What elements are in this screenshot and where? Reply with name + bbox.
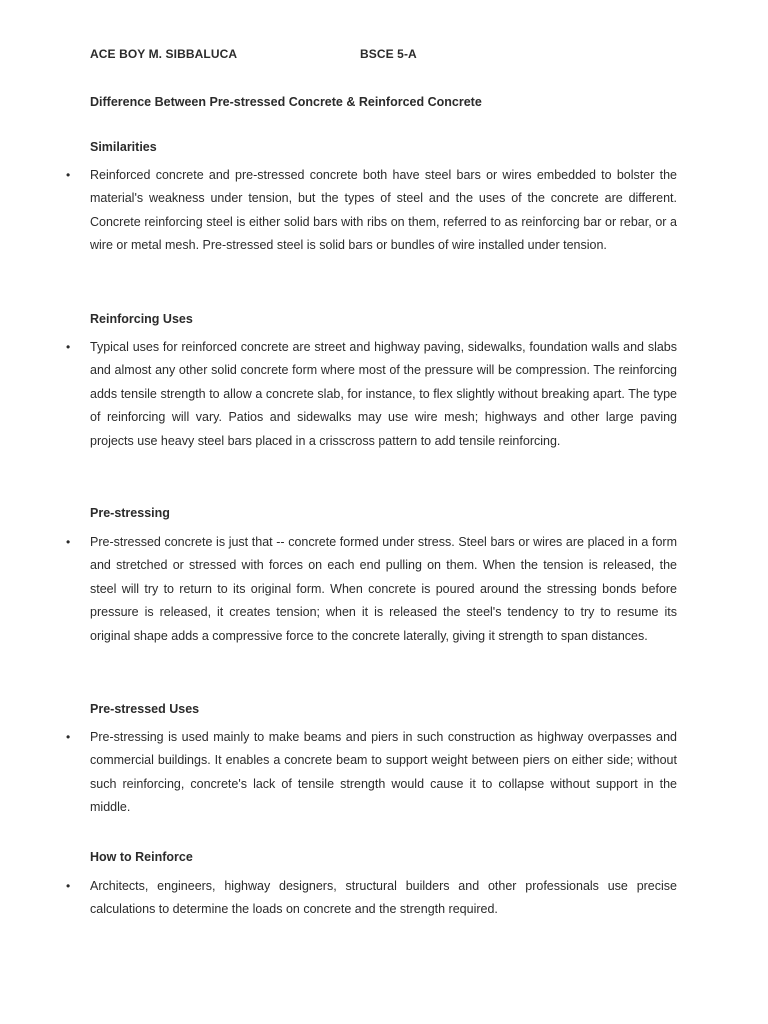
section-heading-pre-stressed-uses: Pre-stressed Uses xyxy=(90,702,200,716)
author-name: ACE BOY M. SIBBALUCA xyxy=(90,47,238,61)
class-section: BSCE 5-A xyxy=(360,47,417,61)
bullet-icon: • xyxy=(66,535,71,549)
bullet-icon: • xyxy=(66,879,71,893)
paragraph-text: Typical uses for reinforced concrete are street and highway paving, sidewalks, foundation walls and slabs and almost any other solid concrete form where most of the pressure will be compression. The reinforcing adds tensile strength to allow a concrete slab, for instance, to flex slightly without breaking apart. The type of reinforcing will vary. Patios and sidewalks may use wire mesh; highways and other large paving projects use heavy steel bars placed in a crisscross pattern to add tensile reinforcing. xyxy=(90,340,677,448)
section-heading-similarities: Similarities xyxy=(90,140,157,154)
bullet-paragraph-reinforcing-uses xyxy=(66,336,677,453)
bullet-paragraph-how-to-reinforce xyxy=(66,875,677,922)
bullet-paragraph-pre-stressed-uses xyxy=(66,726,677,820)
bullet-icon: • xyxy=(66,340,71,354)
bullet-icon: • xyxy=(66,730,71,744)
document-title: Difference Between Pre-stressed Concrete & Reinforced Concrete xyxy=(90,95,482,109)
paragraph-text: Reinforced concrete and pre-stressed concrete both have steel bars or wires embedded to bolster the material's weakness under tension, but the types of steel and the uses of the concrete are different. Concrete reinforcing steel is either solid bars with ribs on them, referred to as reinforcing bar or rebar, or a wire or metal mesh. Pre-stressed steel is solid bars or bundles of wire installed under tension. xyxy=(90,168,677,253)
section-heading-reinforcing-uses: Reinforcing Uses xyxy=(90,312,193,326)
document-header xyxy=(90,47,417,61)
paragraph-text: Pre-stressed concrete is just that -- concrete formed under stress. Steel bars or wires are placed in a form and stretched or stressed with forces on each end pulling on them. When the tension is released, the steel will try to return to its original form. When concrete is poured around the stressing bonds before pressure is released, it creates tension; when it is released the steel's tendency to try to resume its original shape adds a compressive force to the concrete laterally, giving it strength to span distances. xyxy=(90,535,677,643)
bullet-paragraph-similarities xyxy=(66,164,677,258)
section-heading-pre-stressing: Pre-stressing xyxy=(90,506,170,520)
paragraph-text: Pre-stressing is used mainly to make beams and piers in such construction as highway overpasses and commercial buildings. It enables a concrete beam to support weight between piers on either side; without such reinforcing, concrete's lack of tensile strength would cause it to collapse without support in the middle. xyxy=(90,730,677,815)
bullet-paragraph-pre-stressing xyxy=(66,531,677,648)
section-heading-how-to-reinforce: How to Reinforce xyxy=(90,850,193,864)
paragraph-text: Architects, engineers, highway designers, structural builders and other professionals use precise calculations to determine the loads on concrete and the strength required. xyxy=(90,879,677,917)
bullet-icon: • xyxy=(66,168,71,182)
